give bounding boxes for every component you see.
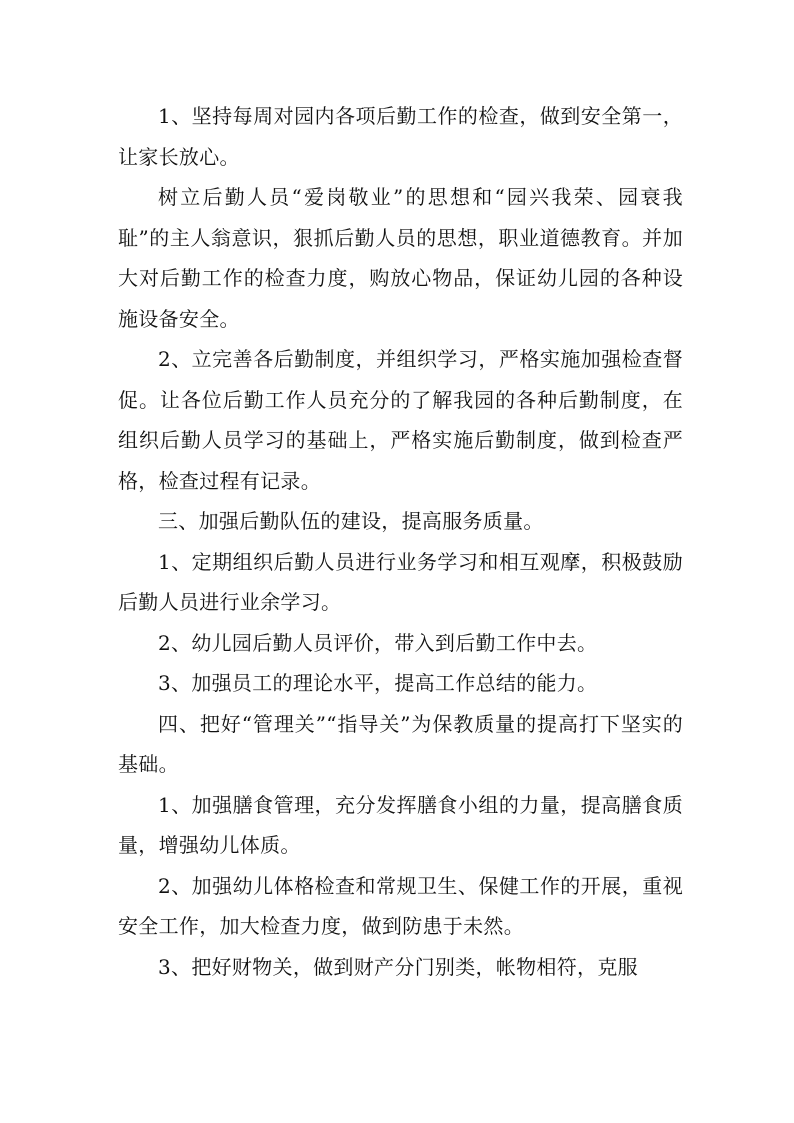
paragraph-2: 树立后勤人员“爱岗敬业”的思想和“园兴我荣、园衰我耻”的主人翁意识，狠抓后勤人员的思想，职业道德教育。并加大对后勤工作的检查力度，购放心物品，保证幼儿园的各种设施设备安全。 xyxy=(118,185,683,331)
paragraph-5: 1、定期组织后勤人员进行业务学习和相互观摩，积极鼓励后勤人员进行业余学习。 xyxy=(118,549,683,614)
paragraph-11: 3、把好财物关，做到财产分门别类，帐物相符，克服 xyxy=(158,954,638,979)
paragraph-9: 1、加强膳食管理，充分发挥膳食小组的力量，提高膳食质量，增强幼儿体质。 xyxy=(118,792,683,857)
paragraph-1: 1、坚持每周对园内各项后勤工作的检查，做到安全第一，让家长放心。 xyxy=(118,104,683,169)
paragraph-7: 3、加强员工的理论水平，提高工作总结的能力。 xyxy=(158,671,598,695)
paragraph-10: 2、加强幼儿体格检查和常规卫生、保健工作的开展，重视安全工作，加大检查力度，做到防患于未然。 xyxy=(118,873,683,938)
paragraph-3: 2、立完善各后勤制度，并组织学习，严格实施加强检查督促。让各位后勤工作人员充分的了解我园的各种后勤制度，在组织后勤人员学习的基础上，严格实施后勤制度，做到检查严格，检查过程有记录。 xyxy=(118,347,683,493)
document-body xyxy=(118,96,683,987)
paragraph-6: 2、幼儿园后勤人员评价，带入到后勤工作中去。 xyxy=(158,630,598,655)
section-heading-3: 三、加强后勤队伍的建设，提高服务质量。 xyxy=(158,509,544,533)
section-heading-4: 四、把好“管理关”“指导关”为保教质量的提高打下坚实的基础。 xyxy=(118,711,683,776)
